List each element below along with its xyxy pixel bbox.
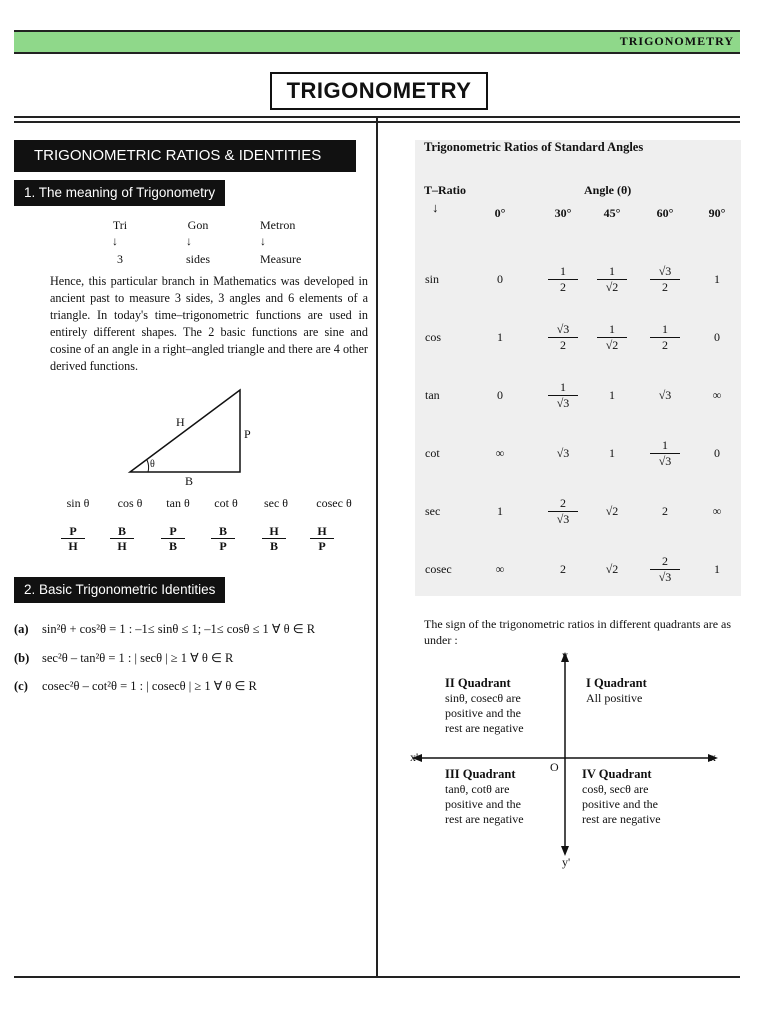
fraction-num: 1 bbox=[548, 380, 578, 396]
quadrant-4-line: positive and the bbox=[582, 797, 658, 811]
quadrant-3-line: tanθ, cotθ are bbox=[445, 782, 510, 796]
table-cell: 0 bbox=[714, 330, 720, 344]
ratio-cot bbox=[211, 524, 235, 553]
ratio-num: P bbox=[161, 524, 185, 539]
table-row-name: cosec bbox=[425, 562, 452, 576]
quadrant-4-head: IV Quadrant bbox=[582, 767, 652, 781]
fraction-num: 1 bbox=[650, 438, 680, 454]
table-cell-fraction bbox=[597, 264, 627, 295]
identity-a bbox=[14, 621, 315, 637]
ratio-num: B bbox=[211, 524, 235, 539]
quadrant-4 bbox=[582, 767, 661, 827]
table-cell: √3 bbox=[658, 388, 672, 402]
fraction-num: 2 bbox=[650, 554, 680, 570]
table-cell: 0 bbox=[497, 272, 503, 286]
table-cell: ∞ bbox=[495, 562, 505, 576]
etym-word-gon: Gon bbox=[187, 218, 209, 232]
table-cell-fraction bbox=[548, 496, 578, 527]
angle-header: 45° bbox=[603, 206, 621, 220]
fraction-den: 2 bbox=[560, 338, 566, 352]
fn-tan: tan θ bbox=[166, 496, 190, 510]
fraction-den: 2 bbox=[662, 280, 668, 294]
label-base: B bbox=[185, 474, 194, 488]
quadrant-3-head: III Quadrant bbox=[445, 767, 516, 781]
identity-label: (c) bbox=[14, 679, 28, 693]
table-row-name: sin bbox=[425, 272, 440, 286]
table-title: Trigonometric Ratios of Standard Angles bbox=[424, 140, 644, 154]
fraction-num: √3 bbox=[650, 264, 680, 280]
etym-arrow-2: ↓ bbox=[186, 234, 192, 248]
table-cell: √3 bbox=[556, 446, 570, 460]
identity-label: (a) bbox=[14, 622, 29, 636]
identity-label: (b) bbox=[14, 651, 30, 665]
table-row-name: sec bbox=[425, 504, 441, 518]
angle-header: 30° bbox=[554, 206, 572, 220]
fn-cosec: cosec θ bbox=[316, 496, 352, 510]
table-angle-head: Angle (θ) bbox=[584, 183, 632, 197]
fraction-num: 2 bbox=[548, 496, 578, 512]
fn-cot: cot θ bbox=[214, 496, 238, 510]
ratio-den: B bbox=[269, 539, 278, 553]
table-cell-fraction bbox=[548, 264, 578, 295]
ratio-den: B bbox=[168, 539, 177, 553]
fraction-den: √3 bbox=[556, 396, 570, 410]
table-cell: √2 bbox=[605, 562, 619, 576]
fraction-num: √3 bbox=[548, 322, 578, 338]
ratio-sin bbox=[61, 524, 85, 553]
angle-arc bbox=[147, 460, 149, 472]
ratio-cos bbox=[110, 524, 134, 553]
quadrant-3-line: positive and the bbox=[445, 797, 521, 811]
axis-label-x-neg: x' bbox=[410, 750, 419, 764]
rule-bottom bbox=[14, 976, 740, 978]
label-theta: θ bbox=[150, 459, 155, 470]
fraction-den: √2 bbox=[605, 280, 619, 294]
fraction-num: 1 bbox=[597, 264, 627, 280]
table-cell: 1 bbox=[714, 562, 720, 576]
fraction-den: √3 bbox=[658, 454, 672, 468]
sub-heading-identities: 2. Basic Trigonometric Identities bbox=[14, 577, 225, 603]
table-cell: 1 bbox=[497, 330, 503, 344]
header-band bbox=[14, 30, 740, 54]
ratio-den: P bbox=[219, 539, 227, 553]
table-cell: ∞ bbox=[495, 446, 505, 460]
angle-header: 90° bbox=[708, 206, 726, 220]
table-cell-fraction bbox=[650, 438, 680, 469]
etym-arrow-1: ↓ bbox=[112, 234, 118, 248]
fraction-den: √3 bbox=[658, 570, 672, 584]
quadrant-intro: The sign of the trigonometric ratios in different quadrants are as under : bbox=[424, 617, 732, 647]
ratio-num: H bbox=[310, 524, 334, 539]
table-cell: 1 bbox=[714, 272, 720, 286]
fraction-den: √2 bbox=[605, 338, 619, 352]
table-cell-fraction bbox=[597, 322, 627, 353]
table-cell-fraction bbox=[650, 264, 680, 295]
table-cell: 2 bbox=[662, 504, 668, 518]
quadrant-4-line: cosθ, secθ are bbox=[582, 782, 649, 796]
angle-header: 0° bbox=[494, 206, 506, 220]
axis-origin: O bbox=[550, 760, 559, 774]
fraction-den: 2 bbox=[560, 280, 566, 294]
header-band-label: TRIGONOMETRY bbox=[619, 34, 734, 48]
table-cell: 0 bbox=[714, 446, 720, 460]
axis-label-y-neg: y' bbox=[562, 855, 571, 869]
table-cell: ∞ bbox=[712, 388, 722, 402]
axis-label-x: x bbox=[710, 750, 716, 764]
table-cell-fraction bbox=[650, 554, 680, 585]
quadrant-2-line: rest are negative bbox=[445, 721, 524, 735]
label-hypotenuse: H bbox=[176, 415, 185, 429]
fn-sec: sec θ bbox=[263, 496, 289, 510]
quadrant-1 bbox=[586, 676, 647, 706]
ratio-sec bbox=[262, 524, 286, 553]
table-cell: √2 bbox=[605, 504, 619, 518]
table-cell: 1 bbox=[609, 446, 615, 460]
down-arrow-icon: ↓ bbox=[432, 200, 439, 215]
fraction-num: 1 bbox=[597, 322, 627, 338]
table-cell: 2 bbox=[560, 562, 566, 576]
table-cell: 1 bbox=[609, 388, 615, 402]
quadrant-2 bbox=[445, 676, 524, 736]
fraction-num: 1 bbox=[650, 322, 680, 338]
fraction-num: 1 bbox=[548, 264, 578, 280]
fn-sin: sin θ bbox=[66, 496, 90, 510]
sub-heading-meaning: 1. The meaning of Trigonometry bbox=[14, 180, 225, 206]
quadrant-1-line: All positive bbox=[586, 691, 643, 705]
identity-text: sin²θ + cos²θ = 1 : –1≤ sinθ ≤ 1; –1≤ cosθ ≤ 1 ∀ θ ∈ R bbox=[42, 622, 316, 636]
quadrant-2-head: II Quadrant bbox=[445, 676, 511, 690]
table-cell-fraction bbox=[548, 322, 578, 353]
identity-b bbox=[14, 650, 233, 666]
quadrant-1-head: I Quadrant bbox=[586, 676, 647, 690]
fraction-den: √3 bbox=[556, 512, 570, 526]
ratio-num: B bbox=[110, 524, 134, 539]
quadrant-2-line: positive and the bbox=[445, 706, 521, 720]
table-cell-fraction bbox=[650, 322, 680, 353]
etym-word-tri: Tri bbox=[112, 218, 128, 232]
etym-arrow-3: ↓ bbox=[260, 234, 266, 248]
fn-cos: cos θ bbox=[117, 496, 143, 510]
ratio-tan bbox=[161, 524, 185, 553]
ratio-cosec bbox=[310, 524, 334, 553]
intro-paragraph: Hence, this particular branch in Mathematics was developed in ancient past to measure 3 sides, 3 angles and 6 elements of a triangle. In today's time–trigonometric functions are used in entirely different shapes. The 2 basic functions are sine and cosine of an angle in a right–angled triangle and there are 4 other derived functions. bbox=[50, 274, 368, 373]
identity-text: sec²θ – tan²θ = 1 : | secθ | ≥ 1 ∀ θ ∈ R bbox=[42, 651, 234, 665]
page-title: TRIGONOMETRY bbox=[270, 72, 488, 110]
table-row-name: tan bbox=[425, 388, 440, 402]
etym-word-metron: Metron bbox=[260, 218, 296, 232]
quadrant-2-line: sinθ, cosecθ are bbox=[445, 691, 521, 705]
ratio-den: H bbox=[68, 539, 78, 553]
quadrant-3 bbox=[445, 767, 524, 827]
etym-meaning-sides: sides bbox=[186, 252, 210, 266]
table-cell-fraction bbox=[548, 380, 578, 411]
etym-meaning-measure: Measure bbox=[260, 252, 302, 266]
table-cell: 0 bbox=[497, 388, 503, 402]
angle-header: 60° bbox=[656, 206, 674, 220]
triangle-shape bbox=[130, 390, 240, 472]
table-cell: ∞ bbox=[712, 504, 722, 518]
section-heading: TRIGONOMETRIC RATIOS & IDENTITIES bbox=[14, 140, 356, 172]
ratio-den: P bbox=[318, 539, 326, 553]
identity-c bbox=[14, 678, 257, 694]
etym-meaning-3: 3 bbox=[117, 252, 123, 266]
fraction-den: 2 bbox=[662, 338, 668, 352]
ratio-num: H bbox=[262, 524, 286, 539]
quadrant-4-line: rest are negative bbox=[582, 812, 661, 826]
quadrant-3-line: rest are negative bbox=[445, 812, 524, 826]
ratio-num: P bbox=[61, 524, 85, 539]
table-row-name: cot bbox=[425, 446, 440, 460]
ratio-den: H bbox=[117, 539, 127, 553]
table-ratio-head: T–Ratio bbox=[424, 183, 466, 197]
table-row-name: cos bbox=[425, 330, 441, 344]
identity-text: cosec²θ – cot²θ = 1 : | cosecθ | ≥ 1 ∀ θ ∈ R bbox=[42, 679, 257, 693]
axis-label-y: y bbox=[562, 648, 568, 662]
column-divider bbox=[376, 118, 378, 978]
table-cell: 1 bbox=[497, 504, 503, 518]
label-perpendicular: P bbox=[244, 427, 251, 441]
